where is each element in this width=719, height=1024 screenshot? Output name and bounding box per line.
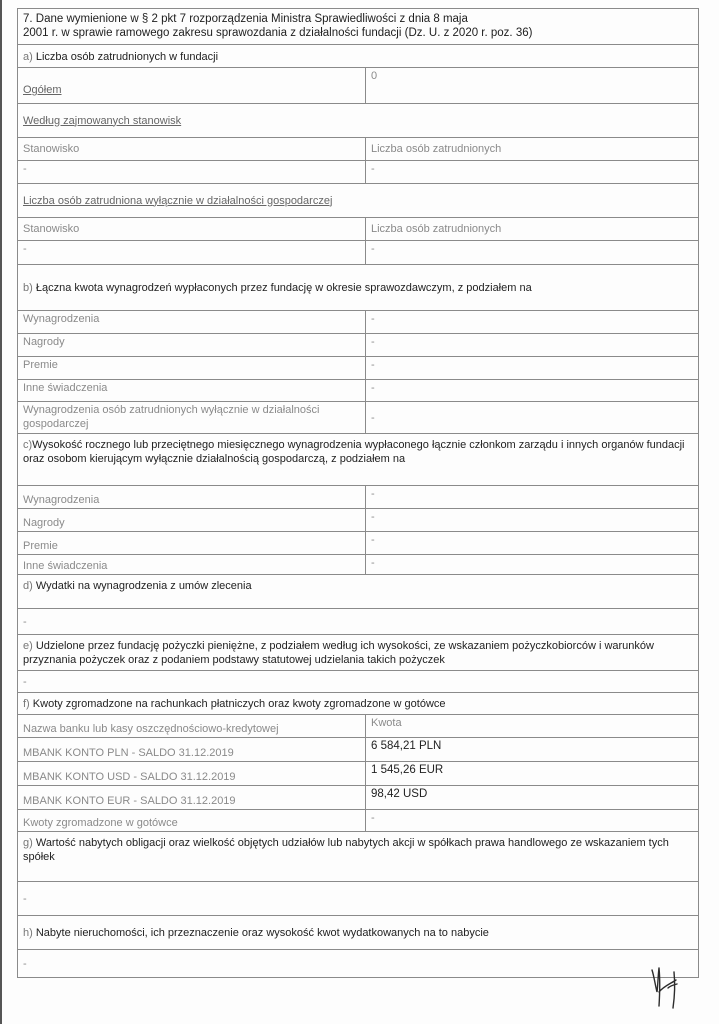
col-count-header-2: Liczba osób zatrudnionych [366, 218, 699, 241]
by-position-label: Według zajmowanych stanowisk [23, 114, 182, 127]
section-h-title-text: Nabyte nieruchomości, ich przeznaczenie oraz wysokość kwot wydatkowanych na to nabycie [35, 926, 489, 939]
b-row-2-label: Premie [18, 357, 366, 380]
section-g-prefix: g) [23, 837, 33, 849]
section-d-title-text: Wydatki na wynagrodzenia z umów zlecenia [35, 580, 252, 592]
section-g-value: - [18, 882, 699, 916]
f-cash-value: - [366, 810, 699, 832]
c-row-2-label: Premie [18, 532, 366, 555]
f-row-1-label: MBANK KONTO USD - SALDO 31.12.2019 [18, 762, 366, 786]
f-row-2-label: MBANK KONTO EUR - SALDO 31.12.2019 [18, 786, 366, 810]
total-label-cell [18, 68, 366, 104]
f-row-2 [18, 786, 699, 810]
f-row-1 [18, 762, 699, 786]
section-f-title-row [18, 693, 699, 715]
col-amount-header: Kwota [366, 715, 699, 738]
section-a-title-text: Liczba osób zatrudnionych w fundacji [35, 51, 219, 63]
c-row-1-label: Nagrody [18, 509, 366, 532]
c-row-1-value: - [366, 509, 699, 532]
total-label: Ogółem [23, 84, 62, 96]
section-g-title-text: Wartość nabytych obligacji oraz wielkość objętych udziałów lub nabytych akcji w spółkach prawa handlowego ze wskazaniem tych spółek [23, 837, 669, 863]
section-h-prefix: h) [23, 926, 33, 939]
row2-count: - [366, 241, 699, 265]
handwritten-signature [648, 962, 682, 1012]
report-form-table [17, 8, 699, 978]
f-cash-row [18, 810, 699, 832]
section-7-header-row [18, 9, 699, 45]
section-e-prefix: e) [23, 640, 33, 652]
c-row-0-value: - [366, 486, 699, 509]
section-d-value-row [18, 609, 699, 635]
position-header-row-2 [18, 218, 699, 241]
section-e-title-text: Udzielone przez fundację pożyczki pieniężne, z podziałem według ich wysokości, ze wskazaniem pożyczkobiorców i warunków przyznania pożyczek oraz z podaniem podstawy statutowej udzielania takich pożyczek [23, 640, 654, 666]
b-row-0-value: - [366, 311, 699, 334]
b-row-3 [18, 380, 699, 402]
c-row-0-label: Wynagrodzenia [18, 486, 366, 509]
b-row-4-value: - [366, 402, 699, 434]
b-row-2 [18, 357, 699, 380]
row2-position: - [18, 241, 366, 265]
scan-edge [0, 0, 2, 1024]
col-count-header: Liczba osób zatrudnionych [366, 138, 699, 161]
section-h-title-row [18, 916, 699, 950]
f-row-0-label: MBANK KONTO PLN - SALDO 31.12.2019 [18, 738, 366, 762]
section-h-value-row [18, 950, 699, 978]
row1-position: - [18, 161, 366, 184]
position-data-row [18, 161, 699, 184]
section-h-title [18, 916, 699, 950]
section-c-prefix: c) [23, 439, 33, 451]
business-title-cell [18, 184, 699, 218]
section-a-prefix: a) [23, 51, 33, 63]
section-h-value: - [18, 950, 699, 978]
f-row-2-value: 98,42 USD [366, 786, 699, 810]
b-row-0 [18, 311, 699, 334]
section-b-title-text: Łączna kwota wynagrodzeń wypłaconych przez fundację w okresie sprawozdawczym, z podziałem na [35, 281, 532, 294]
col-position-header-2: Stanowisko [18, 218, 366, 241]
by-position-cell [18, 104, 699, 138]
b-row-3-value: - [366, 380, 699, 402]
section-f-title-text: Kwoty zgromadzone na rachunkach płatniczych oraz kwoty zgromadzone w gotówce [32, 697, 446, 710]
section-a-title [18, 45, 699, 68]
section-f-prefix: f) [23, 697, 30, 710]
header-line-2: 2001 r. w sprawie ramowego zakresu sprawozdania z działalności fundacji (Dz. U. z 2020 r. poz. 36) [23, 27, 533, 39]
row1-count: - [366, 161, 699, 184]
f-row-1-value: 1 545,26 EUR [366, 762, 699, 786]
section-g-title-row [18, 832, 699, 882]
position-data-row-2 [18, 241, 699, 265]
f-row-0 [18, 738, 699, 762]
section-e-value-row [18, 671, 699, 693]
section-b-title-row [18, 265, 699, 311]
section-d-value: - [18, 609, 699, 635]
c-row-2 [18, 532, 699, 555]
b-row-3-label: Inne świadczenia [18, 380, 366, 402]
business-title: Liczba osób zatrudniona wyłącznie w działalności gospodarczej [23, 194, 333, 207]
section-c-title [18, 434, 699, 486]
b-row-0-label: Wynagrodzenia [18, 311, 366, 334]
section-e-title [18, 635, 699, 671]
header-line-1: 7. Dane wymienione w § 2 pkt 7 rozporządzenia Ministra Sprawiedliwości z dnia 8 maja [23, 13, 468, 25]
c-row-1 [18, 509, 699, 532]
c-row-0 [18, 486, 699, 509]
b-row-1-label: Nagrody [18, 334, 366, 357]
c-row-2-value: - [366, 532, 699, 555]
section-e-value: - [18, 671, 699, 693]
section-b-title [18, 265, 699, 311]
section-g-title [18, 832, 699, 882]
section-7-header [18, 9, 699, 45]
f-cash-label: Kwoty zgromadzone w gotówce [18, 810, 366, 832]
c-row-3 [18, 555, 699, 575]
section-d-prefix: d) [23, 580, 33, 592]
section-d-title-row [18, 575, 699, 609]
b-row-4-label: Wynagrodzenia osób zatrudnionych wyłącznie w działalności gospodarczej [18, 402, 366, 434]
section-f-title [18, 693, 699, 715]
total-row [18, 68, 699, 104]
section-a-title-row [18, 45, 699, 68]
section-b-prefix: b) [23, 281, 33, 294]
section-d-title [18, 575, 699, 609]
total-value: 0 [366, 68, 699, 104]
section-c-title-text: Wysokość rocznego lub przeciętnego miesięcznego wynagrodzenia wypłaconego łącznie członkom zarządu i innych organów fundacji oraz osobom kierującym wyłącznie działalnością gospodarczą, z podziałem na [23, 439, 685, 465]
position-header-row [18, 138, 699, 161]
by-position-row [18, 104, 699, 138]
b-row-2-value: - [366, 357, 699, 380]
business-title-row [18, 184, 699, 218]
f-header-row [18, 715, 699, 738]
col-bank-header: Nazwa banku lub kasy oszczędnościowo-kredytowej [18, 715, 366, 738]
f-row-0-value: 6 584,21 PLN [366, 738, 699, 762]
section-c-title-row [18, 434, 699, 486]
c-row-3-value: - [366, 555, 699, 575]
section-e-title-row [18, 635, 699, 671]
section-g-value-row [18, 882, 699, 916]
c-row-3-label: Inne świadczenia [18, 555, 366, 575]
col-position-header: Stanowisko [18, 138, 366, 161]
b-row-4 [18, 402, 699, 434]
b-row-1-value: - [366, 334, 699, 357]
b-row-1 [18, 334, 699, 357]
